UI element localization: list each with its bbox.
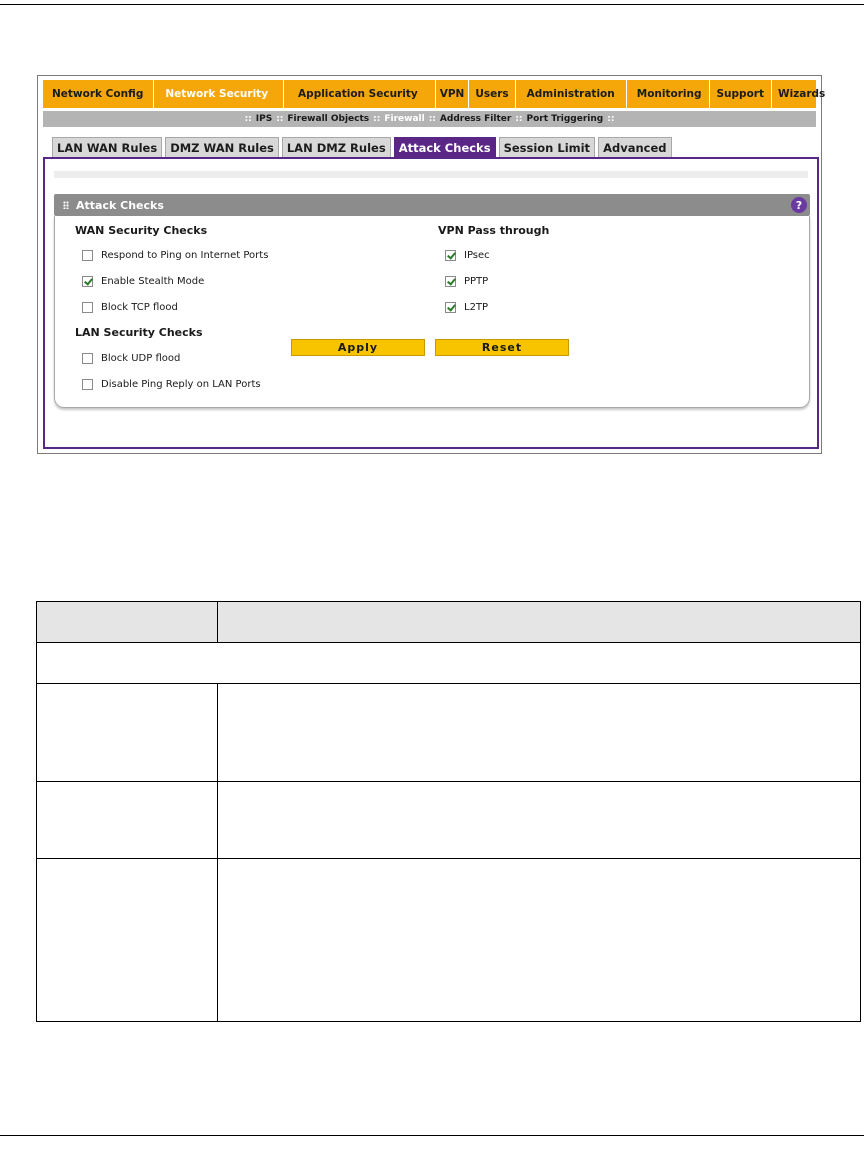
ipsec-row bbox=[445, 248, 490, 262]
table-row bbox=[37, 859, 861, 1022]
table-cell bbox=[218, 684, 861, 782]
subnav-separator: :: bbox=[373, 114, 381, 124]
stealth-mode-row bbox=[82, 274, 204, 288]
disable-ping-row bbox=[82, 377, 261, 391]
page-footer-rule bbox=[0, 1135, 864, 1136]
table-cell bbox=[37, 859, 218, 1022]
reset-button[interactable]: Reset bbox=[435, 339, 569, 356]
apply-button[interactable]: Apply bbox=[291, 339, 425, 356]
ipsec-label: IPsec bbox=[464, 249, 490, 261]
table-section-cell bbox=[37, 643, 861, 684]
nav-network-security[interactable]: Network Security bbox=[154, 80, 284, 108]
pptp-row bbox=[445, 274, 488, 288]
ipsec-checkbox[interactable] bbox=[445, 250, 456, 261]
l2tp-row bbox=[445, 300, 488, 314]
nav-support[interactable]: Support bbox=[710, 80, 772, 108]
vpn-passthrough-heading: VPN Pass through bbox=[438, 224, 550, 237]
nav-monitoring[interactable]: Monitoring bbox=[627, 80, 710, 108]
subnav-ips[interactable]: IPS bbox=[255, 114, 273, 124]
nav-wizards[interactable]: Wizards bbox=[777, 88, 826, 100]
tab-lan-dmz-rules[interactable]: LAN DMZ Rules bbox=[282, 137, 391, 157]
table-row bbox=[37, 782, 861, 859]
pptp-label: PPTP bbox=[464, 275, 489, 287]
block-tcp-row bbox=[82, 300, 178, 314]
nav-users[interactable]: Users bbox=[469, 80, 515, 108]
tab-session-limit[interactable]: Session Limit bbox=[499, 137, 596, 157]
table-cell bbox=[218, 782, 861, 859]
pptp-checkbox[interactable] bbox=[445, 276, 456, 287]
respond-ping-row bbox=[82, 248, 268, 262]
help-icon[interactable]: ? bbox=[791, 197, 807, 213]
tab-dmz-wan-rules[interactable]: DMZ WAN Rules bbox=[165, 137, 279, 157]
tab-advanced[interactable]: Advanced bbox=[598, 137, 671, 157]
sub-nav bbox=[43, 111, 816, 127]
disable-ping-checkbox[interactable] bbox=[82, 379, 93, 390]
screenshot-frame bbox=[37, 75, 826, 454]
block-udp-label: Block UDP flood bbox=[101, 352, 181, 364]
subnav-separator: :: bbox=[276, 114, 284, 124]
table-header-cell bbox=[37, 602, 218, 643]
table-section-row bbox=[37, 643, 861, 684]
tab-bar bbox=[52, 137, 672, 157]
subnav-port-triggering[interactable]: Port Triggering bbox=[526, 114, 604, 124]
stealth-mode-checkbox[interactable] bbox=[82, 276, 93, 287]
tab-attack-checks[interactable]: Attack Checks bbox=[394, 137, 496, 157]
table-cell bbox=[37, 684, 218, 782]
subnav-separator: :: bbox=[244, 114, 252, 124]
block-tcp-checkbox[interactable] bbox=[82, 302, 93, 313]
block-udp-row bbox=[82, 351, 180, 365]
nav-network-config[interactable]: Network Config bbox=[43, 80, 154, 108]
message-strip bbox=[54, 171, 808, 178]
subnav-firewall[interactable]: Firewall bbox=[384, 114, 425, 124]
main-nav bbox=[43, 80, 826, 108]
subnav-separator: :: bbox=[607, 114, 615, 124]
table-cell bbox=[37, 782, 218, 859]
nav-vpn[interactable]: VPN bbox=[436, 80, 470, 108]
table-header-cell bbox=[218, 602, 861, 643]
tab-lan-wan-rules[interactable]: LAN WAN Rules bbox=[52, 137, 162, 157]
block-udp-checkbox[interactable] bbox=[82, 353, 93, 364]
block-tcp-label: Block TCP flood bbox=[101, 301, 178, 313]
lan-security-heading: LAN Security Checks bbox=[75, 326, 203, 339]
description-table bbox=[36, 601, 861, 1022]
disable-ping-label: Disable Ping Reply on LAN Ports bbox=[101, 378, 261, 390]
nav-administration[interactable]: Administration bbox=[516, 80, 627, 108]
content-area bbox=[43, 157, 819, 449]
panel-body bbox=[54, 216, 810, 408]
panel-title: Attack Checks bbox=[76, 198, 164, 212]
table-header-row bbox=[37, 602, 861, 643]
stealth-mode-label: Enable Stealth Mode bbox=[101, 275, 205, 287]
wan-security-heading: WAN Security Checks bbox=[75, 224, 208, 237]
l2tp-checkbox[interactable] bbox=[445, 302, 456, 313]
subnav-address-filter[interactable]: Address Filter bbox=[439, 114, 512, 124]
subnav-firewall-objects[interactable]: Firewall Objects bbox=[287, 114, 370, 124]
respond-ping-checkbox[interactable] bbox=[82, 250, 93, 261]
page-header-rule bbox=[0, 4, 864, 5]
subnav-separator: :: bbox=[428, 114, 436, 124]
subnav-separator: :: bbox=[515, 114, 523, 124]
table-cell bbox=[218, 859, 861, 1022]
respond-ping-label: Respond to Ping on Internet Ports bbox=[101, 249, 269, 261]
grip-icon bbox=[63, 201, 69, 209]
l2tp-label: L2TP bbox=[464, 301, 489, 313]
nav-application-security[interactable]: Application Security bbox=[284, 80, 436, 108]
panel-header bbox=[54, 194, 810, 216]
table-row bbox=[37, 684, 861, 782]
